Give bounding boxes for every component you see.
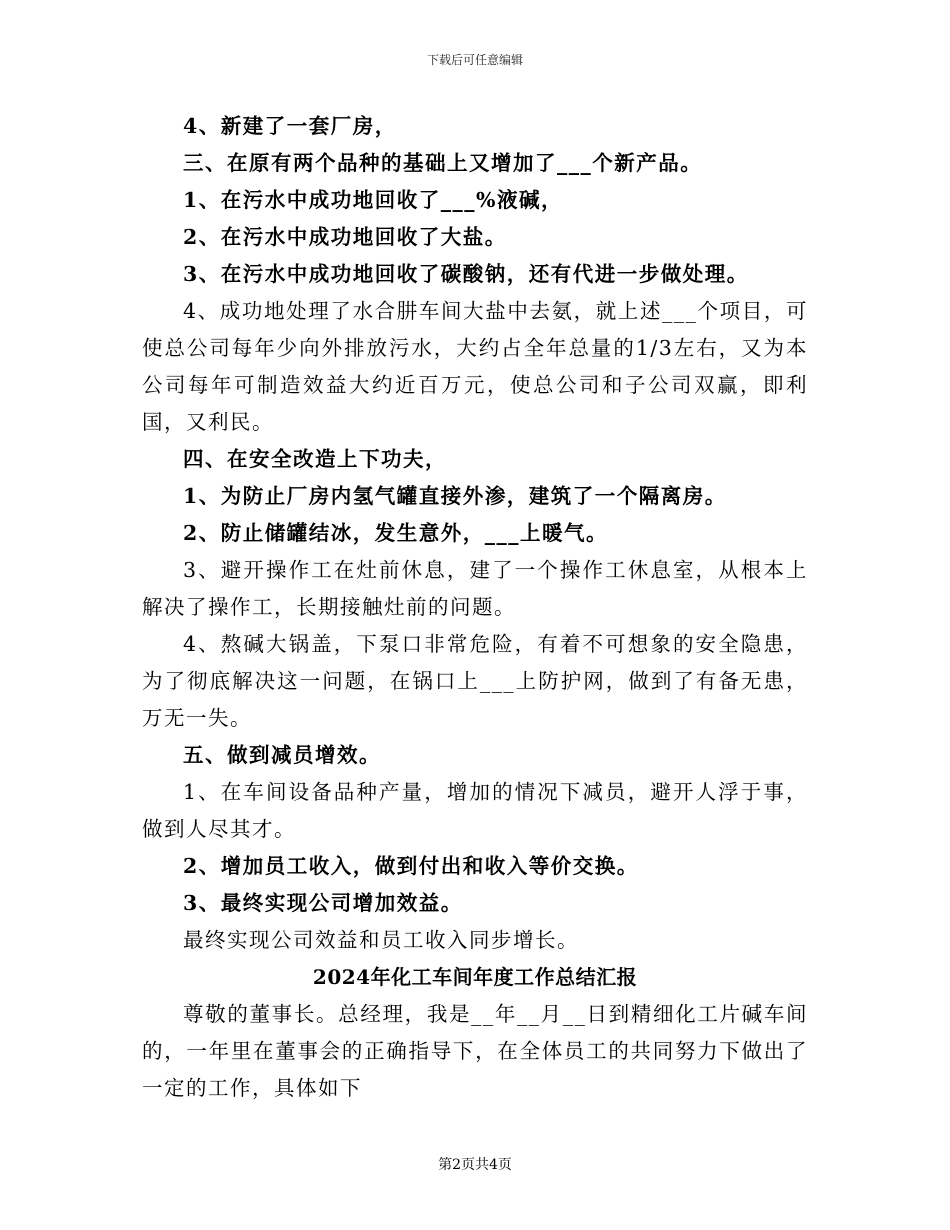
paragraph-rest-room: 3、避开操作工在灶前休息，建了一个操作工休息室，从根本上解决了操作工，长期接触灶前的问题。 [142, 558, 808, 619]
paragraph-isolation-room: 1、为防止厂房内氢气罐直接外渗，建筑了一个隔离房。 [183, 484, 727, 508]
heading-new-products: 三、在原有两个品种的基础上又增加了___个新产品。 [183, 151, 703, 175]
section-title: 2024年化工车间年度工作总结汇报 [312, 965, 638, 989]
paragraph-recover-soda: 3、在污水中成功地回收了碳酸钠，还有代进一步做处理。 [183, 262, 749, 286]
paragraph-protective-net: 4、熬碱大锅盖，下泵口非常危险，有着不可想象的安全隐患，为了彻底解决这一问题，在锅口上___上防护网，做到了有备无患，万无一失。 [142, 632, 808, 730]
heading-staff-efficiency: 五、做到减员增效。 [183, 743, 381, 767]
paragraph-synchronous-growth: 最终实现公司效益和员工收入同步增长。 [183, 928, 579, 952]
paragraph-greeting: 尊敬的董事长。总经理，我是__年__月__日到精细化工片碱车间的，一年里在董事会的正确指导下，在全体员工的共同努力下做出了一定的工作，具体如下 [142, 1002, 808, 1100]
paragraph-increase-income: 2、增加员工收入，做到付出和收入等价交换。 [183, 854, 639, 878]
paragraph-reduce-staff: 1、在车间设备品种产量，增加的情况下减员，避开人浮于事，做到人尽其才。 [142, 780, 808, 841]
paragraph-heating: 2、防止储罐结冰，发生意外，___上暖气。 [183, 521, 609, 545]
paragraph-ammonia-removal: 4、成功地处理了水合肼车间大盐中去氨，就上述___个项目，可使总公司每年少向外排放污水，大约占全年总量的1/3左右，又为本公司每年可制造效益大约近百万元，使总公司和子公司双赢，即利国，又利民。 [142, 299, 808, 434]
heading-safety: 四、在安全改造上下功夫， [183, 447, 447, 471]
document-body [142, 108, 808, 1107]
page-number: 第2页共4页 [438, 1157, 512, 1173]
paragraph-increase-benefit: 3、最终实现公司增加效益。 [183, 891, 463, 915]
paragraph-recover-lye: 1、在污水中成功地回收了___%液碱， [183, 188, 563, 212]
paragraph-recover-salt: 2、在污水中成功地回收了大盐。 [183, 225, 507, 249]
page-header: 下载后可任意编辑 [426, 53, 523, 67]
paragraph-new-workshop: 4、新建了一套厂房， [183, 114, 397, 138]
